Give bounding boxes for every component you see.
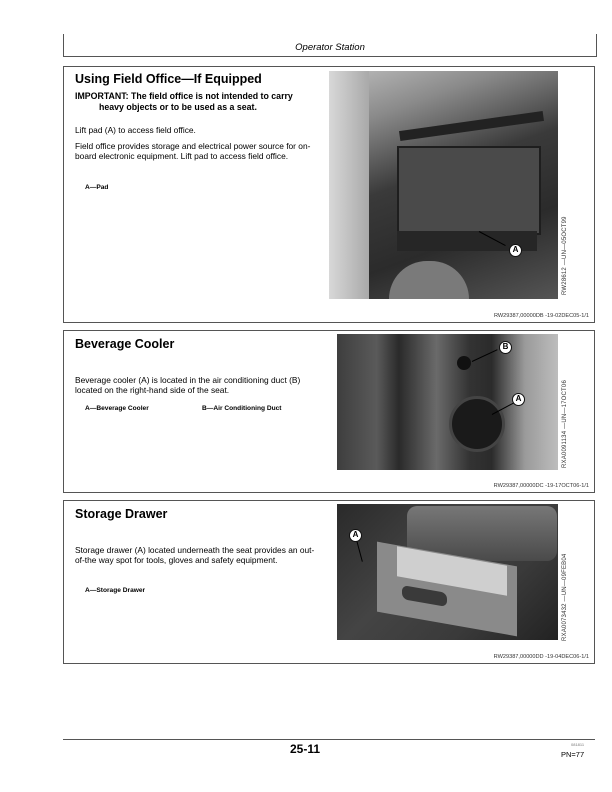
photo-id-label: RXA0091134 —UN—17OCT06: [562, 380, 568, 468]
important-notice: [75, 91, 325, 113]
photo-seat: [389, 261, 469, 299]
paragraph: Field office provides storage and electrical power source for on-board electronic equipment. Lift pad to access field office.: [75, 141, 311, 161]
reference-code: RW29387,00000DB -19-02DEC05-1/1: [493, 313, 589, 319]
header-title: Operator Station: [295, 42, 365, 53]
photo-lid: [397, 146, 541, 235]
photo-id-label: RXA0073432 —UN—09FEB04: [562, 553, 568, 641]
photo-bar: [399, 111, 544, 141]
leader-line: [472, 349, 498, 362]
photo-duct-vent: [457, 356, 471, 370]
paragraph: Beverage cooler (A) is located in the air conditioning duct (B) located on the right-hand side of the seat.: [75, 375, 301, 395]
reference-code: RW29387,00000DC -19-17OCT06-1/1: [493, 483, 589, 489]
important-line-1: IMPORTANT: The field office is not intended to carry: [75, 91, 293, 101]
callout-a-pad: A—Pad: [85, 184, 109, 191]
photo-cupholder: [449, 396, 505, 452]
section-storage-drawer: [63, 500, 595, 664]
leader-line: [356, 540, 363, 562]
photo-panel-left: [329, 71, 369, 299]
field-office-photo: [329, 71, 558, 299]
callout-a-beverage-cooler: A—Beverage Cooler: [85, 405, 149, 412]
section-title: Beverage Cooler: [75, 337, 175, 351]
paragraph: Storage drawer (A) located underneath the seat provides an out-of-the way spot for tools, gloves and safety equipment.: [75, 545, 315, 565]
section-title: Using Field Office—If Equipped: [75, 72, 262, 86]
page-number: 25-11: [290, 742, 321, 756]
important-line-2: heavy objects or to be used as a seat.: [99, 102, 257, 112]
reference-code: RW29387,00000DD -19-04DEC06-1/1: [493, 654, 589, 660]
marker-b: B: [499, 341, 512, 354]
storage-drawer-photo: [337, 504, 558, 640]
marker-a: A: [509, 244, 522, 257]
marker-a: A: [349, 529, 362, 542]
section-beverage-cooler: [63, 330, 595, 493]
footer-rule: [63, 739, 595, 740]
pn-label: PN=77: [561, 750, 585, 759]
running-header: [63, 34, 597, 57]
callout-a-storage-drawer: A—Storage Drawer: [85, 587, 146, 594]
photo-id-label: RW28612 —UN—05OCT99: [562, 216, 568, 295]
paragraph: Lift pad (A) to access field office.: [75, 125, 196, 135]
callout-b-air-conditioning-duct: B—Air Conditioning Duct: [202, 405, 282, 412]
beverage-cooler-photo: [337, 334, 558, 470]
section-field-office: [63, 66, 595, 323]
footer-small-code: 081811: [571, 742, 585, 747]
marker-a: A: [512, 393, 525, 406]
section-title: Storage Drawer: [75, 507, 168, 521]
